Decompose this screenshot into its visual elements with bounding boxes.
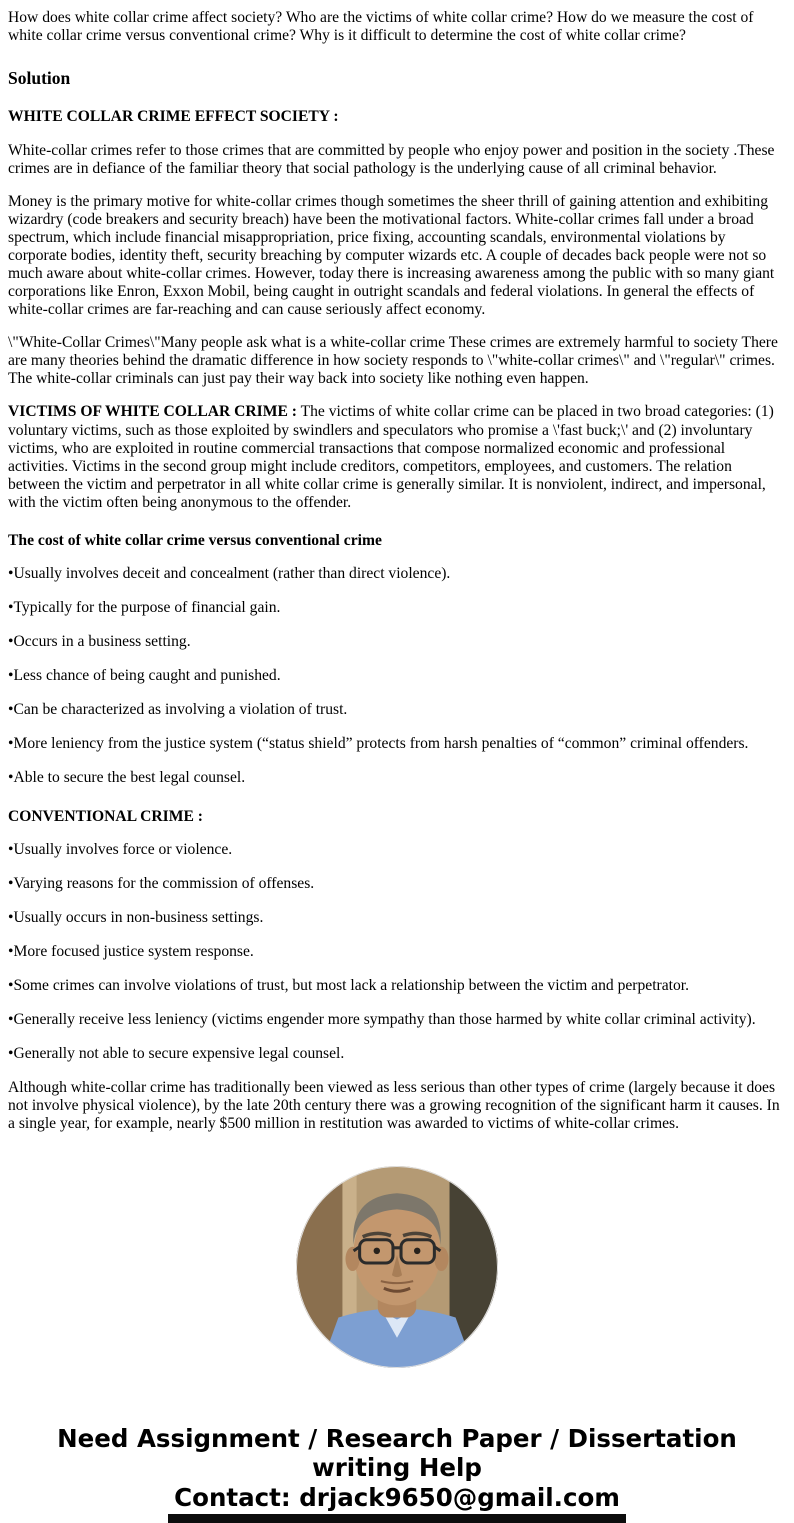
footer-contact-email: Contact: drjack9650@gmail.com bbox=[174, 1483, 620, 1513]
closing-paragraph: Although white-collar crime has traditionally been viewed as less serious than other types of crime (largely because it does not involve physical violence), by the late 20th century there was a growing recognition of the significant harm it causes. In a single year, for example, nearly $500 million in restitution was awarded to victims of white-collar crimes. bbox=[8, 1079, 780, 1133]
cost-section-heading: The cost of white collar crime versus conventional crime bbox=[8, 531, 382, 549]
profile-photo bbox=[8, 1166, 786, 1373]
cost-bullet-2: •Typically for the purpose of financial gain. bbox=[8, 599, 281, 617]
society-paragraph-1: White-collar crimes refer to those crimes that are committed by people who enjoy power and position in the society .These crimes are in defiance of the familiar theory that social pathology is the underlying cause of all criminal behavior. bbox=[8, 141, 775, 177]
solution-heading: Solution bbox=[8, 68, 71, 89]
conventional-bullet-5: •Some crimes can involve violations of trust, but most lack a relationship between the victim and perpetrator. bbox=[8, 976, 690, 994]
profile-photo-illustration bbox=[296, 1166, 498, 1368]
cost-bullet-6: •More leniency from the justice system (“status shield” protects from harsh penalties of “common” criminal offenders. bbox=[8, 735, 749, 753]
cost-bullet-1: •Usually involves deceit and concealment (rather than direct violence). bbox=[8, 565, 451, 583]
cost-bullet-3: •Occurs in a business setting. bbox=[8, 633, 191, 651]
intro-question: How does white collar crime affect society? Who are the victims of white collar crime? How do we measure the cost of white collar crime versus conventional crime? Why is it difficult to determine the cost of white collar crime? bbox=[8, 9, 754, 45]
society-paragraph-3: \"White-Collar Crimes\"Many people ask what is a white-collar crime These crimes are extremely harmful to society There are many theories behind the dramatic difference in how society responds to \"white-collar crimes\" and \"regular\" crimes. The white-collar criminals can just pay their way back into society like nothing even happen. bbox=[8, 334, 778, 388]
conventional-bullet-4: •More focused justice system response. bbox=[8, 942, 254, 960]
cost-bullet-7: •Able to secure the best legal counsel. bbox=[8, 769, 246, 787]
conventional-bullet-7: •Generally not able to secure expensive legal counsel. bbox=[8, 1045, 345, 1063]
bottom-bar bbox=[168, 1514, 626, 1523]
society-section-heading: WHITE COLLAR CRIME EFFECT SOCIETY : bbox=[8, 108, 339, 126]
cost-bullet-4: •Less chance of being caught and punished. bbox=[8, 667, 281, 685]
conventional-bullet-6: •Generally receive less leniency (victims engender more sympathy than those harmed by white collar criminal activity). bbox=[8, 1011, 756, 1029]
victims-section-heading: VICTIMS OF WHITE COLLAR CRIME : bbox=[8, 403, 297, 421]
conventional-bullet-2: •Varying reasons for the commission of offenses. bbox=[8, 874, 315, 892]
footer bbox=[8, 1424, 786, 1514]
footer-help-text: Need Assignment / Research Paper / Dissertation writing Help bbox=[57, 1423, 737, 1483]
conventional-bullet-1: •Usually involves force or violence. bbox=[8, 840, 233, 858]
society-paragraph-2: Money is the primary motive for white-collar crimes though sometimes the sheer thrill of gaining attention and exhibiting wizardry (code breakers and security breach) have been the motivational factors. White-collar crimes fall under a broad spectrum, which include financial misappropriation, price fixing, accounting scandals, environmental violations by corporate bodies, identity theft, security breaching by computer wizards etc. A couple of decades back people were not so much aware about white-collar crimes. However, today there is increasing awareness among the public with so many giant corporations like Enron, Exxon Mobil, being caught in outright scandals and federal violations. In general the effects of white-collar crimes are far-reaching and can cause seriously affect economy. bbox=[8, 192, 775, 319]
conventional-section-heading: CONVENTIONAL CRIME : bbox=[8, 807, 203, 825]
victims-paragraph bbox=[8, 403, 786, 511]
conventional-bullet-3: •Usually occurs in non-business settings. bbox=[8, 908, 264, 926]
cost-bullet-5: •Can be characterized as involving a violation of trust. bbox=[8, 701, 348, 719]
victims-body-text: The victims of white collar crime can be placed in two broad categories: (1) voluntary victims, such as those exploited by swindlers and speculators who promise a \'fast buck;\' and (2) involuntary victims, who are exploited in routine commercial transactions that compose normalized economic and professional activities. Victims in the second group might include creditors, competitors, employees, and customers. The relation between the victim and perpetrator in all white collar crime is generally similar. It is nonviolent, indirect, and impersonal, with the victim often being anonymous to the offender. bbox=[8, 403, 774, 511]
